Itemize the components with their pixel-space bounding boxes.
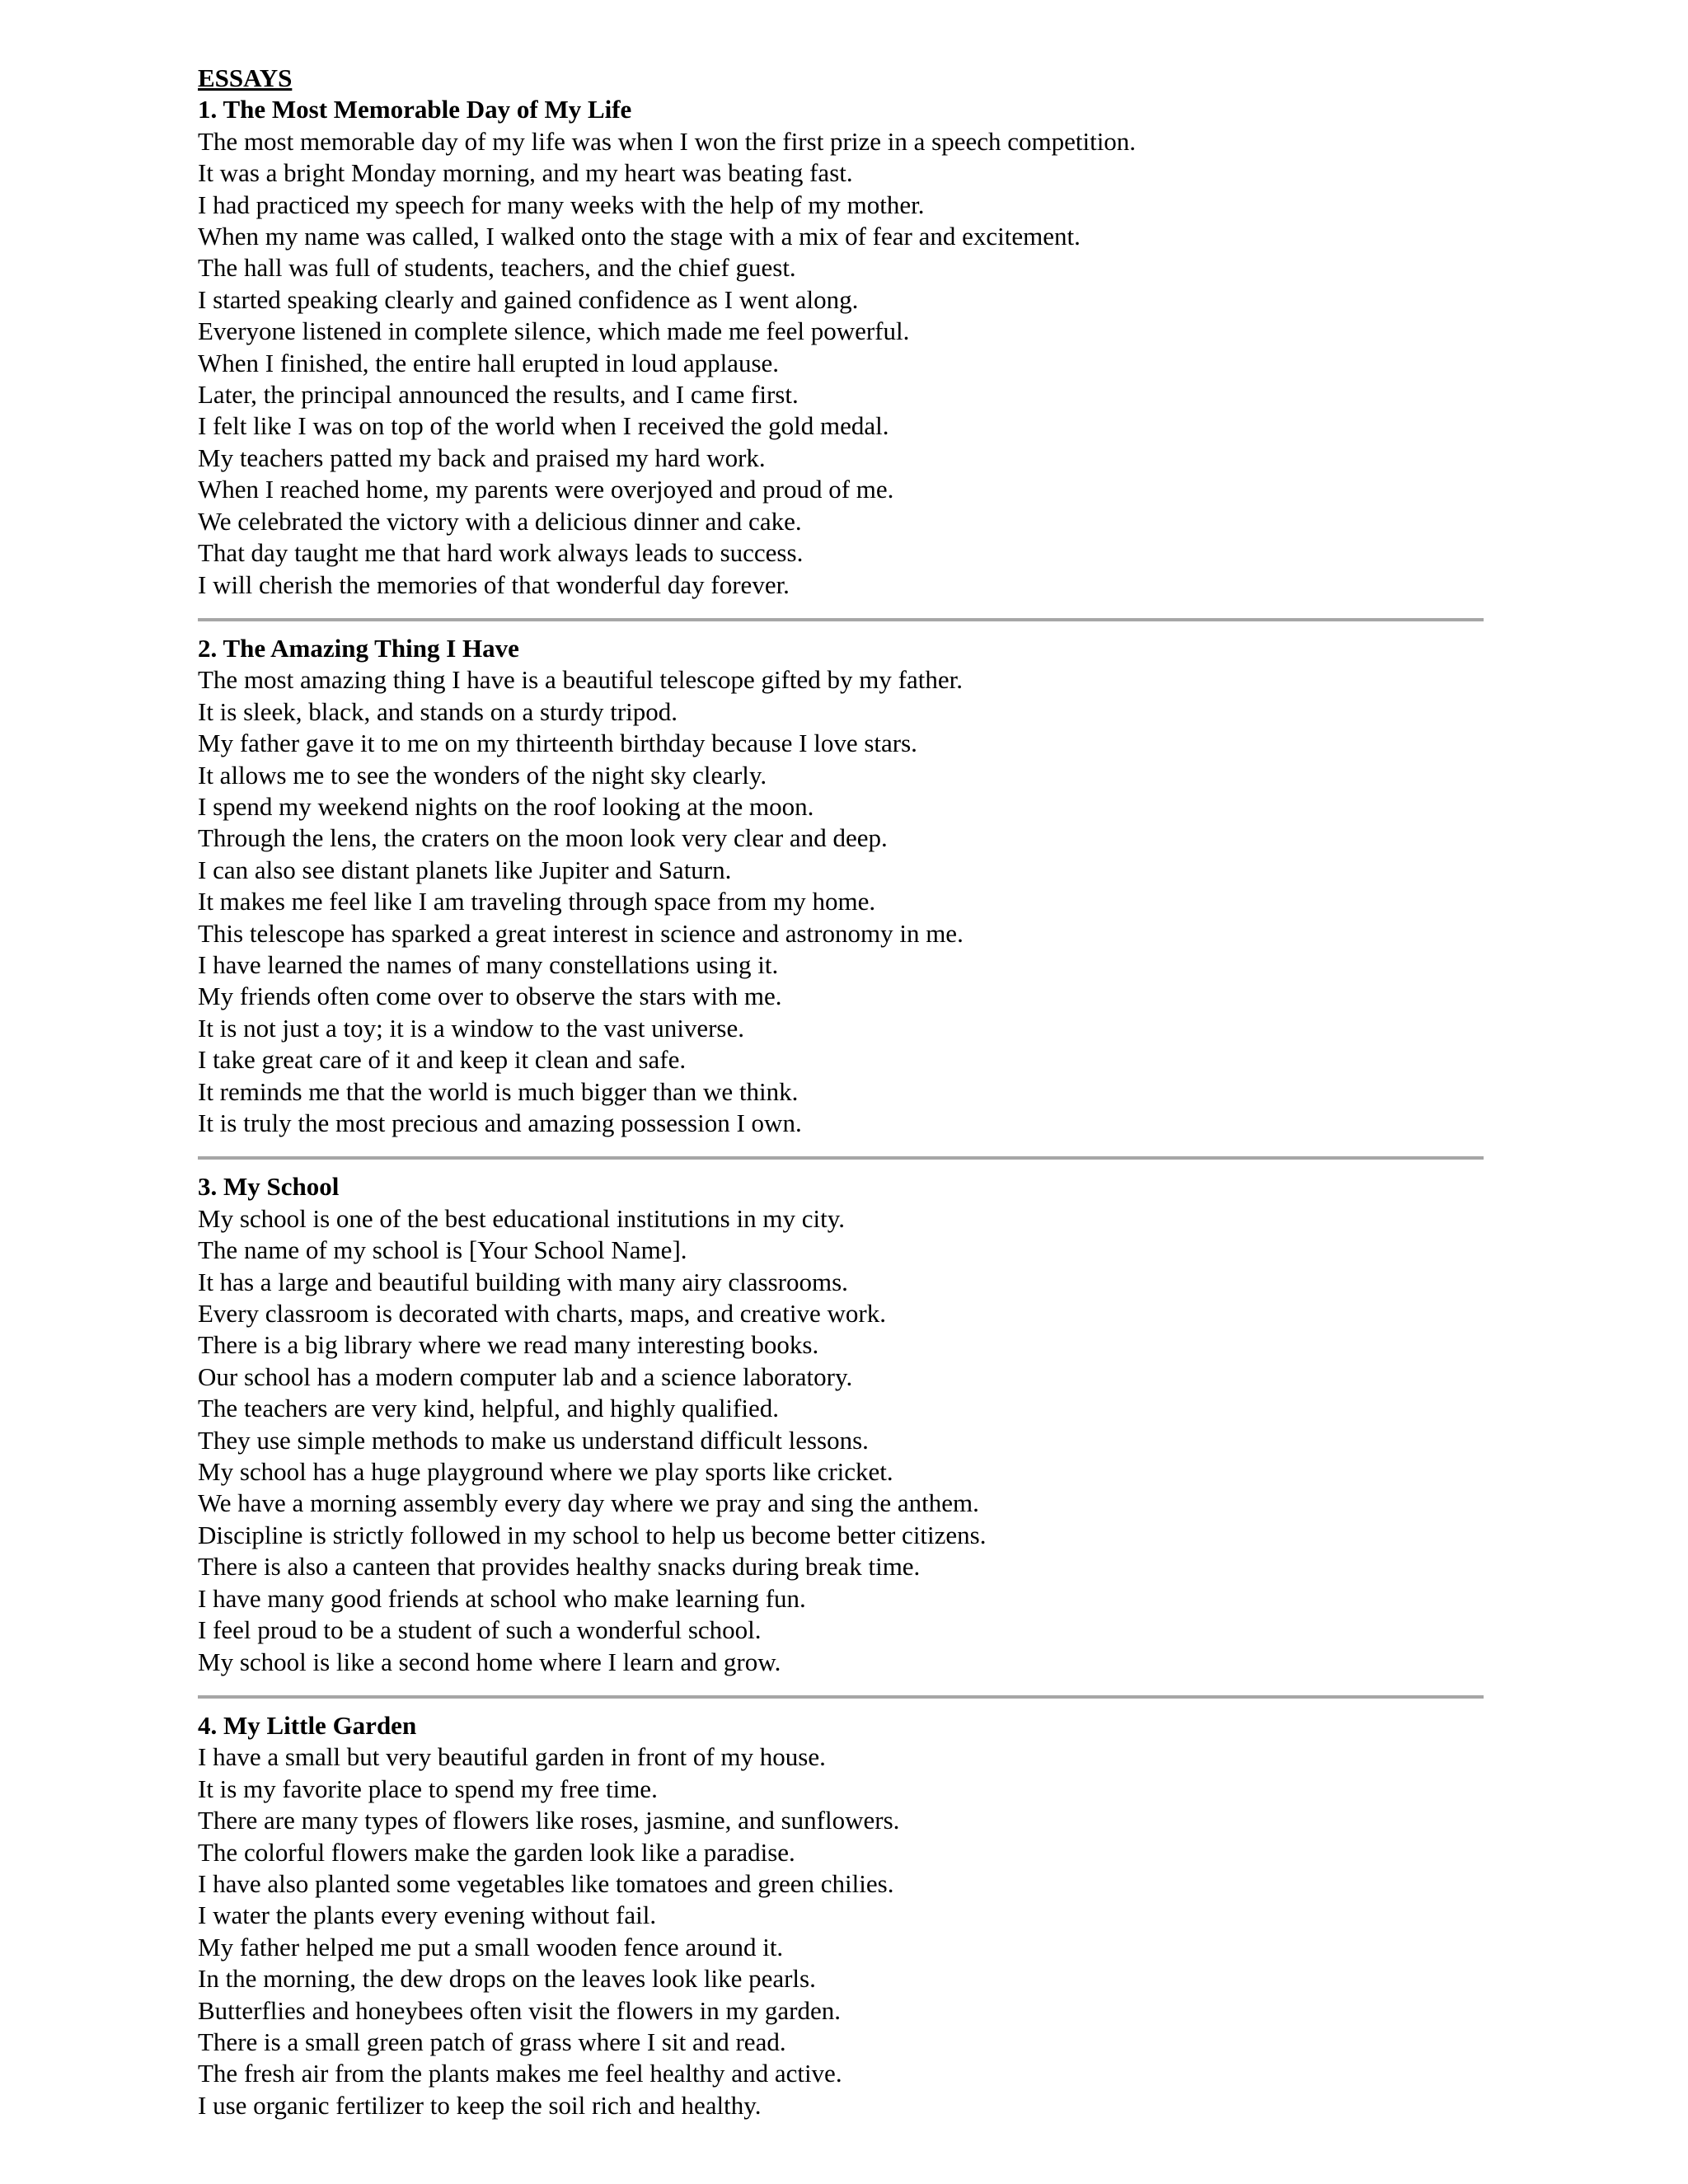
essay-line: When I finished, the entire hall erupted in loud applause. <box>198 348 780 377</box>
essay-line: My school has a huge playground where we play sports like cricket. <box>198 1457 893 1487</box>
essay-line: I have a small but very beautiful garden in front of my house. <box>198 1742 826 1772</box>
essay-line: The most amazing thing I have is a beautiful telescope gifted by my father. <box>198 665 963 695</box>
essay-heading: 2. The Amazing Thing I Have <box>198 633 519 663</box>
essay-line: The name of my school is [Your School Name]. <box>198 1235 687 1265</box>
essay-line: My teachers patted my back and praised my hard work. <box>198 443 766 472</box>
essay-line: I have also planted some vegetables like tomatoes and green chilies. <box>198 1868 894 1898</box>
essay-line: The teachers are very kind, helpful, and highly qualified. <box>198 1394 779 1423</box>
essay-line: I had practiced my speech for many weeks with the help of my mother. <box>198 190 925 219</box>
essay-line: I started speaking clearly and gained confidence as I went along. <box>198 284 859 314</box>
essay-line: In the morning, the dew drops on the leaves look like pearls. <box>198 1964 816 1994</box>
essay-section <box>198 1171 1484 1678</box>
essay-line: When I reached home, my parents were overjoyed and proud of me. <box>198 475 894 504</box>
essay-line: My father helped me put a small wooden fence around it. <box>198 1932 784 1961</box>
section-divider <box>198 1156 1484 1160</box>
essay-body <box>198 1203 1484 1678</box>
essay-heading: 1. The Most Memorable Day of My Life <box>198 95 632 124</box>
essay-line: When my name was called, I walked onto the stage with a mix of fear and excitement. <box>198 222 1081 251</box>
essay-section <box>198 94 1484 601</box>
essay-line: I will cherish the memories of that wonderful day forever. <box>198 569 790 599</box>
essay-section <box>198 1710 1484 2121</box>
essay-body <box>198 126 1484 601</box>
essay-line: There is a small green patch of grass where I sit and read. <box>198 2027 786 2056</box>
essay-line: My friends often come over to observe the stars with me. <box>198 982 782 1011</box>
essay-body <box>198 664 1484 1139</box>
essay-line: They use simple methods to make us understand difficult lessons. <box>198 1425 869 1455</box>
essay-line: Butterflies and honeybees often visit the flowers in my garden. <box>198 1995 841 2025</box>
essay-line: I feel proud to be a student of such a wonderful school. <box>198 1615 762 1645</box>
essay-line: It was a bright Monday morning, and my heart was beating fast. <box>198 158 853 188</box>
essay-line: There is a big library where we read many interesting books. <box>198 1330 819 1360</box>
essay-line: It makes me feel like I am traveling through space from my home. <box>198 887 876 916</box>
essay-section <box>198 633 1484 1140</box>
essay-line: I water the plants every evening without fail. <box>198 1900 657 1930</box>
section-divider <box>198 618 1484 621</box>
essay-line: It is my favorite place to spend my free time. <box>198 1774 658 1803</box>
essay-heading: 4. My Little Garden <box>198 1710 417 1740</box>
essay-line: I have learned the names of many constellations using it. <box>198 949 779 979</box>
essay-line: Later, the principal announced the results, and I came first. <box>198 380 799 410</box>
essay-line: It allows me to see the wonders of the night sky clearly. <box>198 760 767 790</box>
essay-line: There are many types of flowers like roses, jasmine, and sunflowers. <box>198 1806 900 1835</box>
essay-line: I can also see distant planets like Jupiter and Saturn. <box>198 855 732 884</box>
essay-line: I felt like I was on top of the world when I received the gold medal. <box>198 411 889 441</box>
document-page <box>198 63 1484 2121</box>
essay-line: We celebrated the victory with a delicious dinner and cake. <box>198 506 802 536</box>
essay-line: It is truly the most precious and amazing possession I own. <box>198 1108 802 1137</box>
essay-line: I have many good friends at school who make learning fun. <box>198 1583 806 1613</box>
essay-line: My school is like a second home where I learn and grow. <box>198 1647 781 1676</box>
essay-line: I take great care of it and keep it clean and safe. <box>198 1045 687 1075</box>
document-title: ESSAYS <box>198 63 293 92</box>
essay-line: Every classroom is decorated with charts, maps, and creative work. <box>198 1299 886 1329</box>
essay-line: It is not just a toy; it is a window to the vast universe. <box>198 1013 744 1043</box>
essay-line: It reminds me that the world is much bigger than we think. <box>198 1076 799 1106</box>
essay-line: The most memorable day of my life was when I won the first prize in a speech competition. <box>198 126 1137 156</box>
essay-line: Our school has a modern computer lab and a science laboratory. <box>198 1361 853 1391</box>
essay-line: It has a large and beautiful building with many airy classrooms. <box>198 1267 848 1296</box>
essay-line: My father gave it to me on my thirteenth birthday because I love stars. <box>198 729 917 758</box>
essay-line: Through the lens, the craters on the moon look very clear and deep. <box>198 823 888 853</box>
essay-line: Discipline is strictly followed in my school to help us become better citizens. <box>198 1520 987 1549</box>
essays-container <box>198 94 1484 2121</box>
essay-line: It is sleek, black, and stands on a sturdy tripod. <box>198 696 678 726</box>
essay-line: That day taught me that hard work always leads to success. <box>198 538 804 568</box>
essay-line: We have a morning assembly every day where we pray and sing the anthem. <box>198 1488 979 1518</box>
essay-line: There is also a canteen that provides healthy snacks during break time. <box>198 1552 921 1582</box>
essay-line: The colorful flowers make the garden look like a paradise. <box>198 1837 795 1867</box>
section-divider <box>198 1695 1484 1699</box>
essay-body <box>198 1741 1484 2121</box>
essay-line: The hall was full of students, teachers, and the chief guest. <box>198 253 796 283</box>
essay-line: My school is one of the best educational institutions in my city. <box>198 1203 845 1233</box>
essay-line: I use organic fertilizer to keep the soil rich and healthy. <box>198 2090 762 2120</box>
essay-line: This telescope has sparked a great interest in science and astronomy in me. <box>198 918 964 948</box>
essay-line: The fresh air from the plants makes me feel healthy and active. <box>198 2059 842 2088</box>
essay-line: I spend my weekend nights on the roof looking at the moon. <box>198 791 814 821</box>
essay-line: Everyone listened in complete silence, which made me feel powerful. <box>198 316 910 346</box>
essay-heading: 3. My School <box>198 1172 340 1202</box>
